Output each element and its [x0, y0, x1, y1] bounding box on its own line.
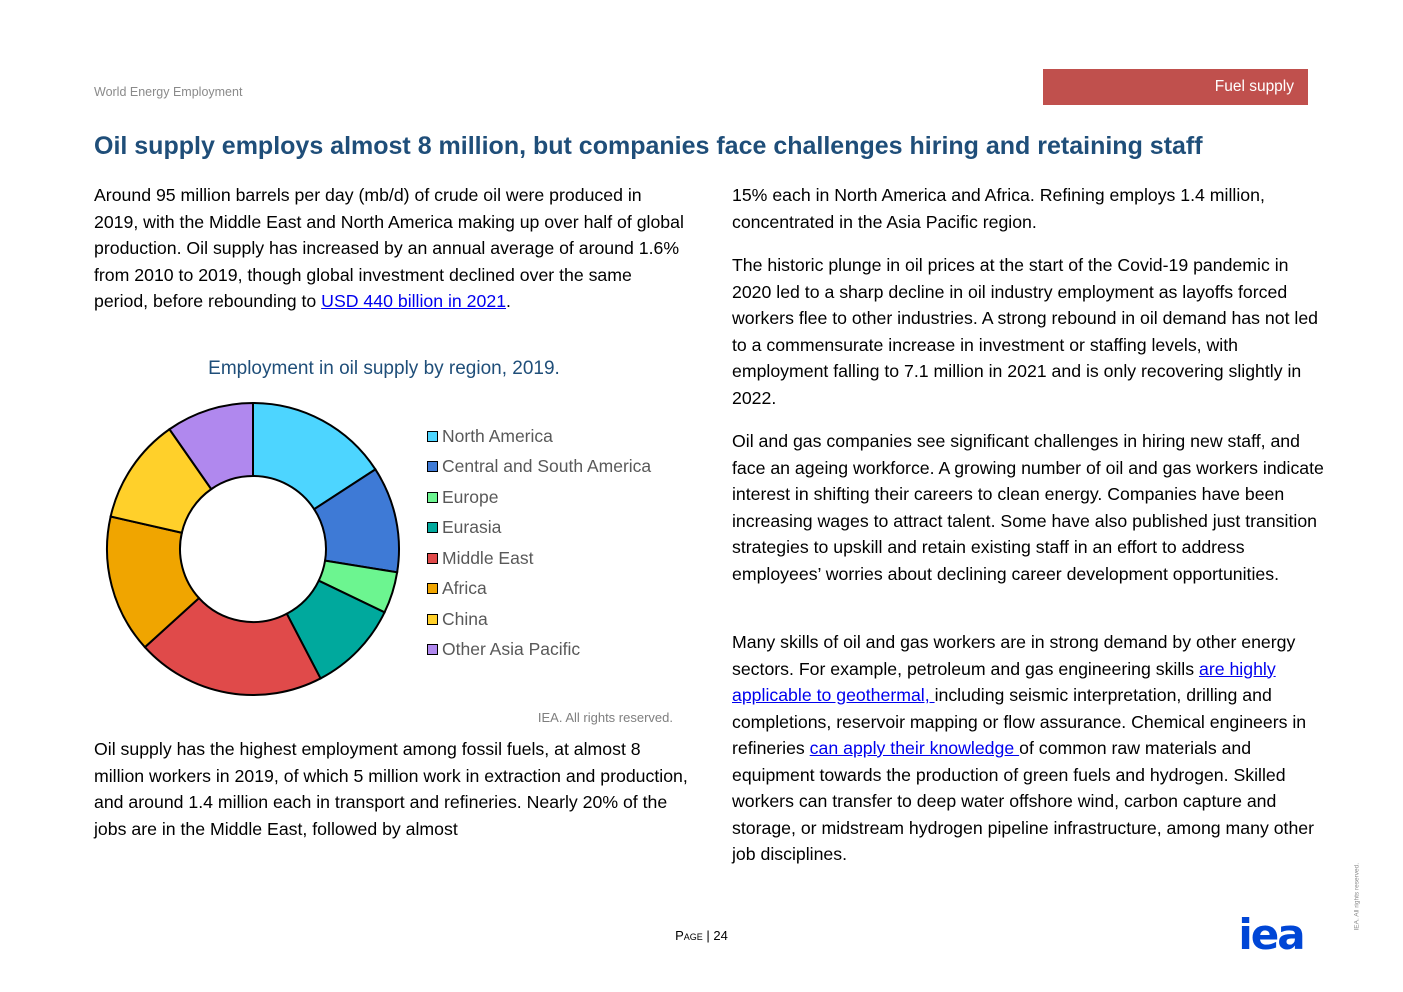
iea-logo	[1232, 917, 1310, 953]
legend-swatch	[427, 553, 438, 564]
investment-link[interactable]: USD 440 billion in 2021	[321, 291, 507, 311]
page-word: Page	[675, 928, 703, 943]
geothermal-link[interactable]: are highly applicable to geothermal,	[732, 658, 1276, 705]
legend-label: Eurasia	[442, 517, 502, 538]
legend-label: Africa	[442, 578, 487, 599]
legend-label: Other Asia Pacific	[442, 639, 581, 660]
legend-item	[427, 543, 651, 574]
left-paragraph-2: Oil supply has the highest employment among fossil fuels, at almost 8 million workers in 2019, of which 5 million work in extraction and production, and around 1.4 million each in transport and refineries. Nearly 20% of the jobs are in the Middle East, followed by almost	[94, 739, 688, 839]
right-paragraph-2: The historic plunge in oil prices at the start of the Covid-19 pandemic in 2020 led to a sharp decline in oil industry employment as layoffs forced workers flee to other industries. A strong rebound in oil demand has not led to a commensurate increase in investment or staffing levels, with employment falling to 7.1 million in 2021 and is only recovering slightly in 2022.	[732, 255, 1319, 408]
legend-label: Middle East	[442, 547, 534, 568]
legend-swatch	[427, 461, 438, 472]
chart-legend	[427, 421, 651, 665]
page-number-value: 24	[713, 928, 728, 943]
legend-item	[427, 452, 651, 483]
left-paragraph-1	[94, 182, 689, 315]
chart-source: IEA. All rights reserved.	[537, 710, 673, 725]
legend-swatch	[427, 431, 438, 442]
right-paragraph-3: Oil and gas companies see significant challenges in hiring new staff, and face an ageing workforce. A growing number of oil and gas workers indicate interest in shifting their careers to clean energy. Companies have been increasing wages to attract talent. Some have also published just transition strategies to upskill and retain existing staff in an effort to address employees’ worries about declining career development opportunities.	[732, 431, 1324, 584]
right-p4-b: including seismic interpretation, drilling and completions, reservoir mapping or flow assurance. Chemical engineers in refineries	[732, 685, 1307, 758]
section-tab	[1043, 69, 1308, 105]
page-title: Oil supply employs almost 8 million, but companies face challenges hiring and retaining staff	[94, 132, 1203, 160]
legend-label: Europe	[442, 486, 499, 507]
legend-label: Central and South America	[442, 456, 652, 477]
iea-logo-text: iea	[1238, 917, 1304, 953]
legend-item	[427, 604, 651, 635]
legend-swatch	[427, 644, 438, 655]
legend-item	[427, 421, 651, 452]
donut-chart	[100, 396, 406, 702]
legend-label: North America	[442, 425, 553, 446]
rights-notice: IEA. All rights reserved.	[1353, 862, 1361, 931]
knowledge-link[interactable]: can apply their knowledge	[809, 738, 1020, 758]
legend-item	[427, 513, 651, 544]
page-number	[0, 928, 1403, 943]
legend-item	[427, 635, 651, 666]
section-tab-label: Fuel supply	[1214, 78, 1294, 95]
legend-item	[427, 574, 651, 605]
right-paragraph-4	[732, 629, 1332, 868]
left-p1-text: Around 95 million barrels per day (mb/d) of crude oil were produced in 2019, with the Middle East and North America making up over half of global production. Oil supply has increased by an annual average of around 1.6% from 2010 to 2019, though global investment declined over the same period, before rebounding to	[94, 185, 684, 311]
right-p4-c: of common raw materials and equipment towards the production of green fuels and hydrogen. Skilled workers can transfer to deep water offshore wind, carbon capture and storage, or midstream hydrogen pipeline infrastructure, among many other job disciplines.	[732, 738, 1315, 864]
legend-label: China	[442, 608, 488, 629]
legend-swatch	[427, 614, 438, 625]
chart-title: Employment in oil supply by region, 2019.	[208, 358, 560, 379]
left-p1-end: .	[506, 291, 511, 311]
page-separator: |	[702, 928, 714, 943]
running-head: World Energy Employment	[94, 85, 243, 99]
legend-swatch	[427, 583, 438, 594]
right-paragraph-1: 15% each in North America and Africa. Refining employs 1.4 million, concentrated in the Asia Pacific region.	[732, 185, 1265, 232]
legend-swatch	[427, 522, 438, 533]
right-p4-a: Many skills of oil and gas workers are in strong demand by other energy sectors. For example, petroleum and gas engineering skills	[732, 632, 1296, 679]
legend-item	[427, 482, 651, 513]
legend-swatch	[427, 492, 438, 503]
